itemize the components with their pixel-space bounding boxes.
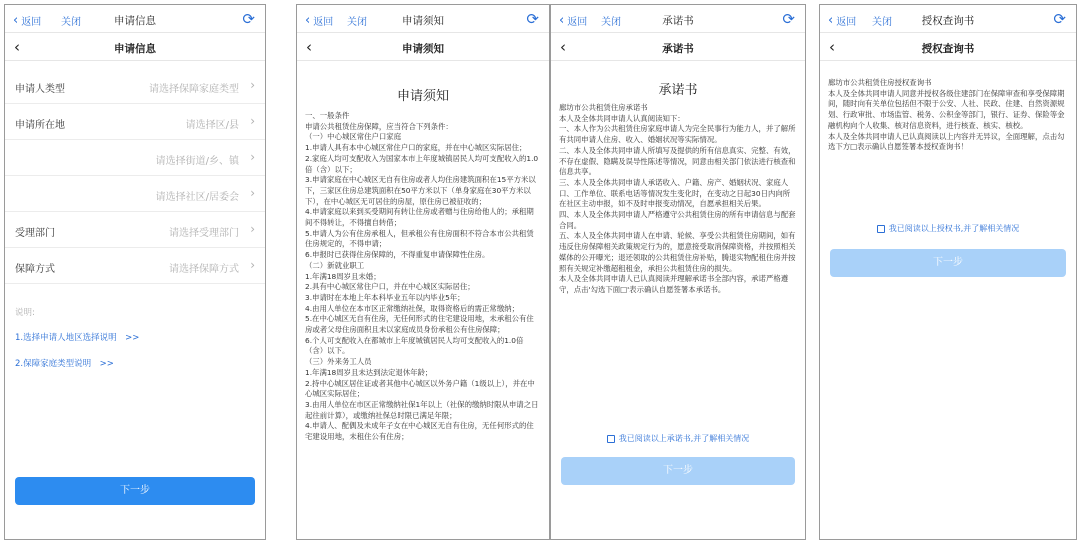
- back-label: 返回: [21, 17, 42, 28]
- chevron-left-icon: ‹: [828, 12, 834, 28]
- district-field[interactable]: [5, 104, 265, 140]
- top-bar: [297, 5, 549, 33]
- field-placeholder: 请选择社区/居委会: [155, 192, 239, 203]
- chevron-right-icon: ›: [250, 150, 255, 164]
- back-icon[interactable]: ‹: [306, 38, 312, 56]
- notice-paragraph: 2.具有中心城区常住户口，并在中心城区实际居住；: [305, 282, 475, 292]
- commitment-paragraph: 廊坊市公共租赁住房承诺书: [559, 103, 648, 112]
- agree-label: 我已阅读以上承诺书,并了解相关情况: [618, 434, 750, 443]
- commitment-screen: [550, 4, 806, 540]
- agree-checkbox-row[interactable]: [820, 223, 1076, 234]
- notice-paragraph: 1.年满18周岁且未婚；: [305, 271, 381, 281]
- commitment-body: [559, 103, 797, 296]
- page-title: 申请须知: [402, 43, 444, 55]
- back-link[interactable]: [559, 13, 587, 28]
- close-link[interactable]: 关闭: [61, 17, 81, 28]
- region-help-link[interactable]: 1.选择申请人地区选择说明 >>: [15, 333, 140, 343]
- window-title: 申请须知: [402, 15, 444, 27]
- notice-paragraph: 一、一般条件: [305, 111, 350, 120]
- field-placeholder: 请选择保障方式: [169, 264, 239, 275]
- document-title: 承诺书: [658, 83, 698, 98]
- commitment-paragraph: 本人及全体共同申请人认真阅读知下：: [559, 113, 685, 123]
- notice-paragraph: 3.由用人单位在市区正常缴纳社保1年以上（社保的缴纳时限从申请之日起往前计算），或缴纳社保总时限已满足年限；: [305, 399, 539, 420]
- commitment-paragraph: 五、本人及全体共同申请人在申请、轮候、享受公共租赁住房期间，如有违反住房保障相关政策规定行为的，愿意接受取消保障资格，并按照相关媒体的公开曝光；退还领取的公共租赁住房补贴，腾退实物配租住房并按照有关规定补缴超租租金，承担公共租赁住房的损失。: [559, 231, 796, 273]
- authorization-paragraph: 本人及全体共同申请人已认真阅读以上内容并无异议，全面理解，点击勾选下方□表示确认自愿签署本授权查询书！: [828, 131, 1065, 152]
- notice-paragraph: 4.由用人单位在本市区正常缴纳社保，取得资格后的需正常缴纳；: [305, 303, 519, 313]
- next-button[interactable]: 下一步: [561, 457, 795, 485]
- authorization-paragraph: 廊坊市公共租赁住房授权查询书: [828, 78, 932, 87]
- window-title: 申请信息: [114, 15, 156, 27]
- application-notice-screen: [296, 4, 550, 540]
- back-label: 返回: [567, 17, 588, 28]
- notice-paragraph: 1.年满18周岁且未达到法定退休年龄；: [305, 367, 433, 377]
- notice-paragraph: 3.申请时在本地上年本科毕业五年以内毕业5年；: [305, 292, 465, 302]
- commitment-paragraph: 二、本人及全体共同申请人所填写及提供的所有信息真实、完整、有效，不存在虚假、隐瞒及误导性陈述等情况，同意由相关部门依法进行核查和信息共享。: [559, 145, 796, 177]
- notice-body: [305, 111, 541, 443]
- notice-paragraph: 6.个人可支配收入在都城市上年度城镇居民人均可支配收入的1.0倍（含）以下。: [305, 335, 524, 356]
- back-link[interactable]: [13, 13, 41, 28]
- nav-bar: [551, 33, 805, 61]
- field-placeholder: 请选择保障家庭类型: [149, 84, 239, 95]
- agree-checkbox-row[interactable]: [551, 433, 805, 444]
- notice-paragraph: （一）中心城区常住户口家庭: [305, 132, 402, 142]
- back-icon[interactable]: ‹: [14, 38, 20, 56]
- notice-paragraph: 4.申请人、配偶及未成年子女在中心城区无自有住房，无任何形式的住宅建设用地，未租住公有住房；: [305, 421, 534, 442]
- notice-paragraph: 1.申请人具有本中心城区常住户口的家庭，并在中心城区实际居住；: [305, 143, 527, 153]
- chevron-left-icon: ‹: [13, 12, 19, 28]
- back-link[interactable]: [828, 13, 856, 28]
- document-title: 申请须知: [396, 89, 449, 104]
- back-label: 返回: [836, 17, 857, 28]
- commitment-paragraph: 三、本人及全体共同申请人承诺收入、户籍、房产、婚姻状况、家庭人口、工作单位、联系电话等情况发生变化时，在变动之日起30日内向所在社区主动申报，如不及时申报变动情况，自愿承担相关后果。: [559, 177, 791, 209]
- applicant-type-field[interactable]: [5, 68, 265, 104]
- field-placeholder: 请选择区/县: [185, 120, 239, 131]
- authorization-paragraph: 本人及全体共同申请人同意并授权各级住建部门在保障审查和享受保障期间，随时向有关单位包括但不限于公安、人社、民政、住建、自然资源规划、行政审批、市场监管、税务、公积金等部门，银行、证券、保险等金融机构向个人收集、核对信息资料，进行核查、核实、核校。: [828, 88, 1065, 130]
- application-info-screen: [4, 4, 266, 540]
- back-label: 返回: [313, 17, 334, 28]
- field-placeholder: 请选择受理部门: [169, 228, 239, 239]
- chevron-right-icon: ›: [250, 186, 255, 200]
- page-title: 授权查询书: [921, 43, 975, 55]
- chevron-right-icon: ›: [250, 78, 255, 92]
- notes-label: 说明:: [15, 308, 35, 318]
- back-link[interactable]: [305, 13, 333, 28]
- field-label: 保障方式: [15, 264, 55, 275]
- chevron-right-icon: ›: [250, 258, 255, 272]
- top-bar: [820, 5, 1076, 33]
- back-icon[interactable]: ‹: [560, 38, 566, 56]
- family-type-help-link[interactable]: 2.保障家庭类型说明 >>: [15, 359, 114, 369]
- refresh-icon[interactable]: ⟳: [1053, 10, 1066, 28]
- page-title: 申请信息: [114, 43, 156, 55]
- refresh-icon[interactable]: ⟳: [242, 10, 255, 28]
- nav-bar: [297, 33, 549, 61]
- notice-paragraph: （三）外来务工人员: [305, 357, 372, 367]
- authorization-body: [828, 78, 1068, 153]
- window-title: 授权查询书: [921, 15, 975, 27]
- chevron-left-icon: ‹: [559, 12, 565, 28]
- close-link[interactable]: 关闭: [601, 17, 621, 28]
- agree-checkbox[interactable]: [607, 435, 615, 443]
- close-link[interactable]: 关闭: [347, 17, 367, 28]
- notice-paragraph: 2.持中心城区居住证或者其他中心城区以外务户籍（1级以上），并在中心城区实际居住；: [305, 378, 535, 399]
- notice-paragraph: （二）新就业职工: [305, 260, 365, 270]
- notice-paragraph: 3.申请家庭在中心城区无自有住房或者人均住房建筑面积在15平方米以下，三家区住房总建筑面积在50平方米以下（单身家庭在30平方米以下），在中心城区无可居住的房屋，原住房已被征收的；: [305, 175, 536, 206]
- commitment-paragraph: 本人及全体共同申请人已认真阅读并理解承诺书全部内容，承诺严格遵守，点击'勾选下面□'表示确认自愿签署本承诺书。: [559, 274, 789, 294]
- field-placeholder: 请选择街道/乡、镇: [155, 156, 239, 167]
- agree-checkbox[interactable]: [877, 225, 885, 233]
- page-title: 承诺书: [662, 43, 694, 55]
- top-bar: [551, 5, 805, 33]
- field-label: 申请人类型: [15, 84, 65, 95]
- authorization-screen: [819, 4, 1077, 540]
- notice-paragraph: 6.申报时已获得住房保障的，不得重复申请保障性住房。: [305, 250, 490, 260]
- guarantee-method-field[interactable]: [5, 248, 265, 284]
- chevron-left-icon: ‹: [305, 12, 311, 28]
- notice-paragraph: 申请公共租赁住房保障，应当符合下列条件：: [305, 121, 453, 131]
- field-label: 申请所在地: [15, 120, 65, 131]
- notice-paragraph: 2.家庭人均可支配收入为国家本市上年度城镇居民人均可支配收入的1.0倍（含）以下；: [305, 153, 539, 174]
- notice-paragraph: 5.在中心城区无自有住房，无任何形式的住宅建设用地，未承租公有住房或者父母住房面积且未以家庭成员身份承租公有住房保障；: [305, 314, 534, 335]
- community-field[interactable]: [5, 176, 265, 212]
- chevron-right-icon: ›: [250, 222, 255, 236]
- top-bar: [5, 5, 265, 33]
- back-icon[interactable]: ‹: [829, 38, 835, 56]
- notice-paragraph: 4.申请家庭以来到买受期间有转让住房或者赠与住房给他人的；承租期间不得转让，不得擅自转借；: [305, 207, 534, 228]
- next-button[interactable]: 下一步: [830, 249, 1066, 277]
- window-title: 承诺书: [662, 15, 694, 27]
- department-field[interactable]: [5, 212, 265, 248]
- agree-label: 我已阅读以上授权书,并了解相关情况: [888, 224, 1020, 233]
- commitment-paragraph: 一、本人作为公共租赁住房家庭申请人为完全民事行为能力人，并了解所有共同申请人住房、收入、婚姻状况等实际情况。: [559, 124, 796, 145]
- chevron-right-icon: ›: [250, 114, 255, 128]
- notice-paragraph: 5.申请人为公有住房承租人，但承租公有住房面积不符合本市公共租赁住房规定的，不得申请；: [305, 228, 534, 249]
- street-field[interactable]: [5, 140, 265, 176]
- field-label: 受理部门: [15, 228, 55, 239]
- next-button[interactable]: 下一步: [15, 477, 255, 505]
- commitment-paragraph: 四、本人及全体共同申请人严格遵守公共租赁住房的所有申请信息与配套合同。: [559, 210, 796, 230]
- nav-bar: [5, 33, 265, 61]
- refresh-icon[interactable]: ⟳: [526, 10, 539, 28]
- close-link[interactable]: 关闭: [872, 17, 892, 28]
- refresh-icon[interactable]: ⟳: [782, 10, 795, 28]
- nav-bar: [820, 33, 1076, 61]
